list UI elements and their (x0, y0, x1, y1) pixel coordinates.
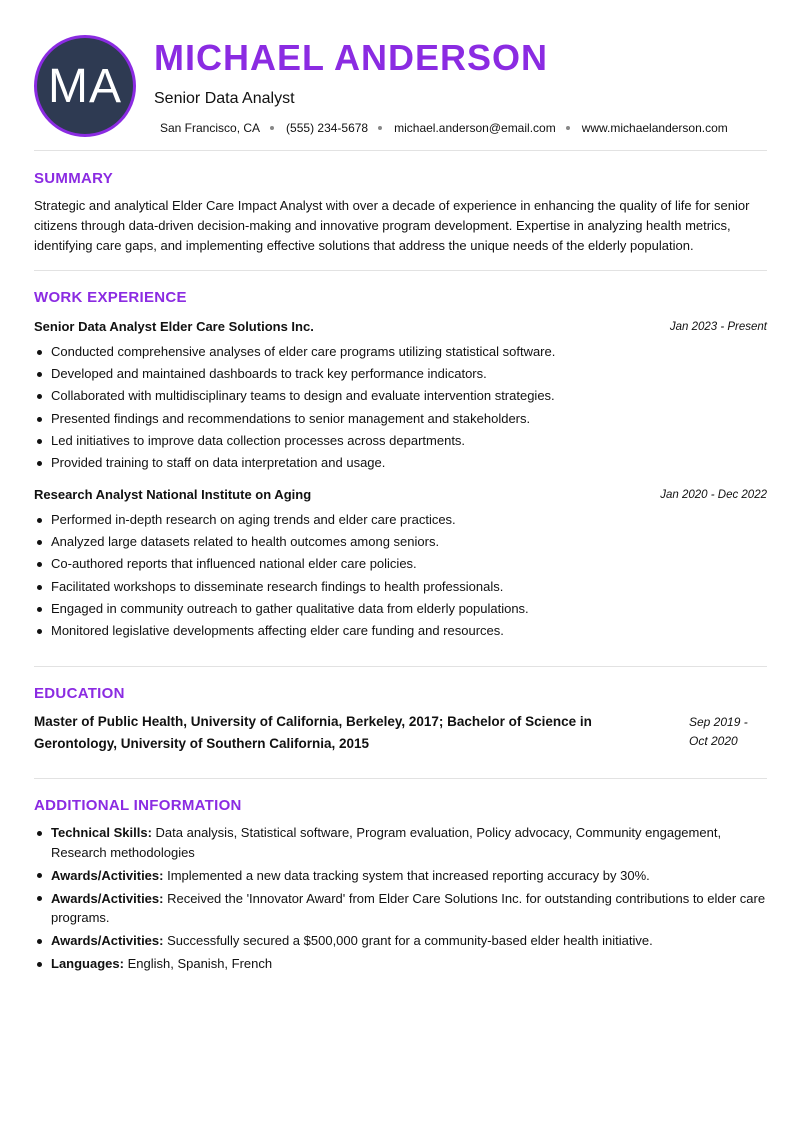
item-text: Successfully secured a $500,000 grant for a community-based elder health initiative. (163, 933, 653, 948)
list-item (34, 931, 767, 951)
list-item: Led initiatives to improve data collection processes across departments. (34, 430, 767, 452)
list-item: Facilitated workshops to disseminate research findings to health professionals. (34, 576, 767, 598)
job-title: Senior Data Analyst Elder Care Solutions Inc. (34, 319, 314, 334)
list-item (34, 889, 767, 928)
list-item: Conducted comprehensive analyses of elder care programs utilizing statistical software. (34, 341, 767, 363)
experience-heading: WORK EXPERIENCE (34, 289, 187, 306)
list-item: Engaged in community outreach to gather qualitative data from elderly populations. (34, 598, 767, 620)
summary-text: Strategic and analytical Elder Care Impact Analyst with over a decade of experience in enhancing the quality of life for senior citizens through data-driven decision-making and innovative program development. Expertise in analyzing health metrics, identifying care gaps, and implementing effective solutions that address the unique needs of the elderly population. (34, 198, 750, 253)
avatar (34, 35, 136, 137)
divider (34, 150, 767, 151)
list-item: Co-authored reports that influenced national elder care policies. (34, 553, 767, 575)
education-entry (34, 711, 767, 755)
item-label: Languages: (51, 956, 124, 971)
contact-bar (160, 120, 728, 136)
list-item: Developed and maintained dashboards to track key performance indicators. (34, 363, 767, 385)
list-item: Presented findings and recommendations to senior management and stakeholders. (34, 408, 767, 430)
contact-separator (270, 126, 274, 130)
education-degrees: Master of Public Health, University of California, Berkeley, 2017; Bachelor of Science in Gerontology, University of Southern California, 2015 (34, 714, 592, 751)
item-label: Technical Skills: (51, 825, 152, 840)
contact-separator (566, 126, 570, 130)
job-bullets (34, 509, 767, 642)
list-item: Collaborated with multidisciplinary teams to design and evaluate intervention strategies. (34, 385, 767, 407)
divider (34, 270, 767, 271)
list-item: Provided training to staff on data interpretation and usage. (34, 452, 767, 474)
education-heading: EDUCATION (34, 685, 125, 702)
job-header (34, 486, 767, 504)
contact-email[interactable]: michael.anderson@email.com (394, 121, 556, 135)
candidate-title: Senior Data Analyst (154, 90, 295, 107)
job-header (34, 318, 767, 336)
divider (34, 778, 767, 779)
item-text: Implemented a new data tracking system that increased reporting accuracy by 30%. (163, 867, 650, 883)
additional-list (34, 823, 767, 977)
candidate-name: MICHAEL ANDERSON (154, 37, 549, 78)
additional-heading: ADDITIONAL INFORMATION (34, 797, 242, 814)
list-item (34, 954, 767, 974)
item-label: Awards/Activities: (51, 890, 164, 906)
list-item: Monitored legislative developments affecting elder care funding and resources. (34, 620, 767, 642)
job-dates: Jan 2020 - Dec 2022 (660, 489, 767, 501)
list-item: Analyzed large datasets related to health outcomes among seniors. (34, 531, 767, 553)
list-item: Performed in-depth research on aging trends and elder care practices. (34, 509, 767, 531)
education-dates: Sep 2019 - Oct 2020 (689, 715, 748, 748)
job-dates: Jan 2023 - Present (669, 321, 767, 333)
item-text: Data analysis, Statistical software, Program evaluation, Policy advocacy, Community engagement, Research methodologies (51, 825, 722, 860)
contact-separator (378, 126, 382, 130)
item-text: English, Spanish, French (123, 956, 273, 971)
list-item (34, 866, 767, 886)
job-bullets (34, 341, 767, 474)
divider (34, 666, 767, 667)
contact-phone: (555) 234-5678 (286, 121, 369, 135)
avatar-initials: MA (48, 59, 122, 113)
item-label: Awards/Activities: (51, 867, 164, 883)
item-label: Awards/Activities: (51, 933, 164, 948)
list-item (34, 823, 767, 862)
contact-website[interactable]: www.michaelanderson.com (581, 121, 728, 135)
item-text: Received the 'Innovator Award' from Elder Care Solutions Inc. for outstanding contributions to elder care programs. (51, 890, 766, 925)
contact-location: San Francisco, CA (160, 121, 261, 135)
summary-heading: SUMMARY (34, 170, 114, 187)
job-title: Research Analyst National Institute on Aging (34, 487, 312, 502)
